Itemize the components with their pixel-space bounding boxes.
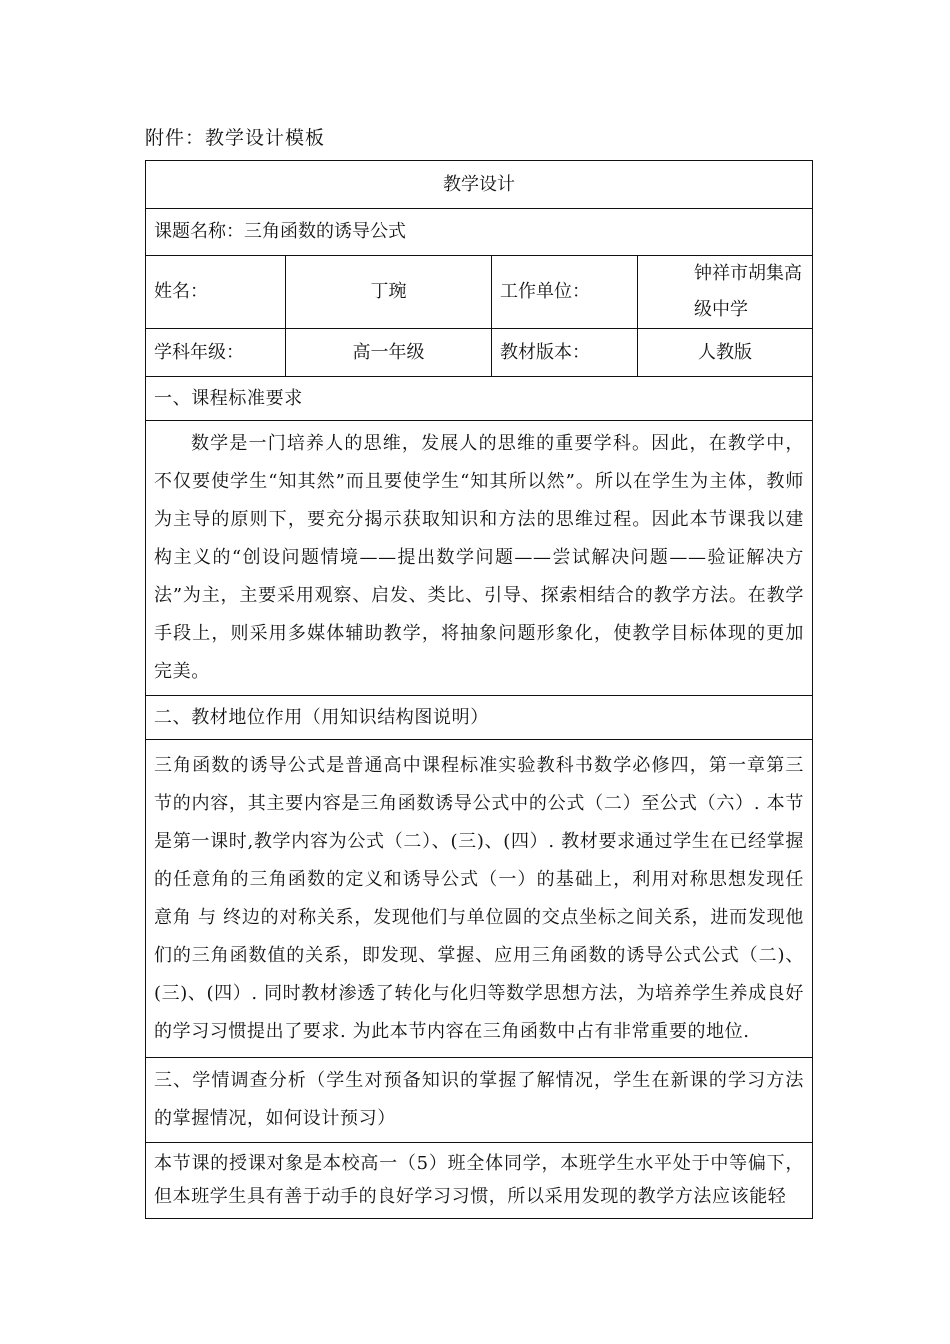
- teaching-design-table: [145, 160, 813, 1219]
- edition-value: 人教版: [638, 329, 813, 377]
- section-3-heading: 三、学情调查分析（学生对预备知识的掌握了解情况，学生在新课的学习方法的掌握情况，如何设计预习）: [146, 1058, 813, 1143]
- grade-label: 学科年级：: [146, 329, 286, 377]
- table-title: 教学设计: [146, 161, 813, 209]
- section-2-body: 三角函数的诱导公式是普通高中课程标准实验教科书数学必修四，第一章第三节的内容，其主要内容是三角函数诱导公式中的公式（二）至公式（六）. 本节是第一课时,教学内容为公式（二）、(三)、(四）. 教材要求通过学生在已经掌握的任意角的三角函数的定义和诱导公式（一）的基础上，利用对称思想发现任意角 与 终边的对称关系，发现他们与单位圆的交点坐标之间关系，进而发现他们的三角函数值的关系，即发现、掌握、应用三角函数的诱导公式公式（二)、(三)、(四）. 同时教材渗透了转化与化归等数学思想方法，为培养学生养成良好的学习习惯提出了要求. 为此本节内容在三角函数中占有非常重要的地位.: [146, 740, 813, 1058]
- unit-value: 钟祥市胡集高级中学: [638, 256, 813, 329]
- grade-value: 高一年级: [286, 329, 492, 377]
- section-1-body: 数学是一门培养人的思维，发展人的思维的重要学科。因此，在教学中，不仅要使学生“知其然”而且要使学生“知其所以然”。所以在学生为主体，教师为主导的原则下，要充分揭示获取知识和方法的思维过程。因此本节课我以建构主义的“创设问题情境——提出数学问题——尝试解决问题——验证解决方法”为主，主要采用观察、启发、类比、引导、探索相结合的教学方法。在教学手段上，则采用多媒体辅助教学，将抽象问题形象化，使教学目标体现的更加完美。: [146, 421, 813, 696]
- edition-label: 教材版本：: [492, 329, 638, 377]
- section-1-heading: 一、课程标准要求: [146, 377, 813, 421]
- unit-label: 工作单位：: [492, 256, 638, 329]
- section-2-heading: 二、教材地位作用（用知识结构图说明）: [146, 696, 813, 740]
- name-label: 姓名：: [146, 256, 286, 329]
- attachment-title: 附件：教学设计模板: [145, 127, 326, 149]
- section-3-body: 本节课的授课对象是本校高一（5）班全体同学，本班学生水平处于中等偏下，但本班学生具有善于动手的良好学习习惯，所以采用发现的教学方法应该能轻: [154, 1153, 804, 1207]
- section-3-body-cell: [146, 1143, 813, 1219]
- topic-row: 课题名称：三角函数的诱导公式: [146, 209, 813, 256]
- name-value: 丁琬: [286, 256, 492, 329]
